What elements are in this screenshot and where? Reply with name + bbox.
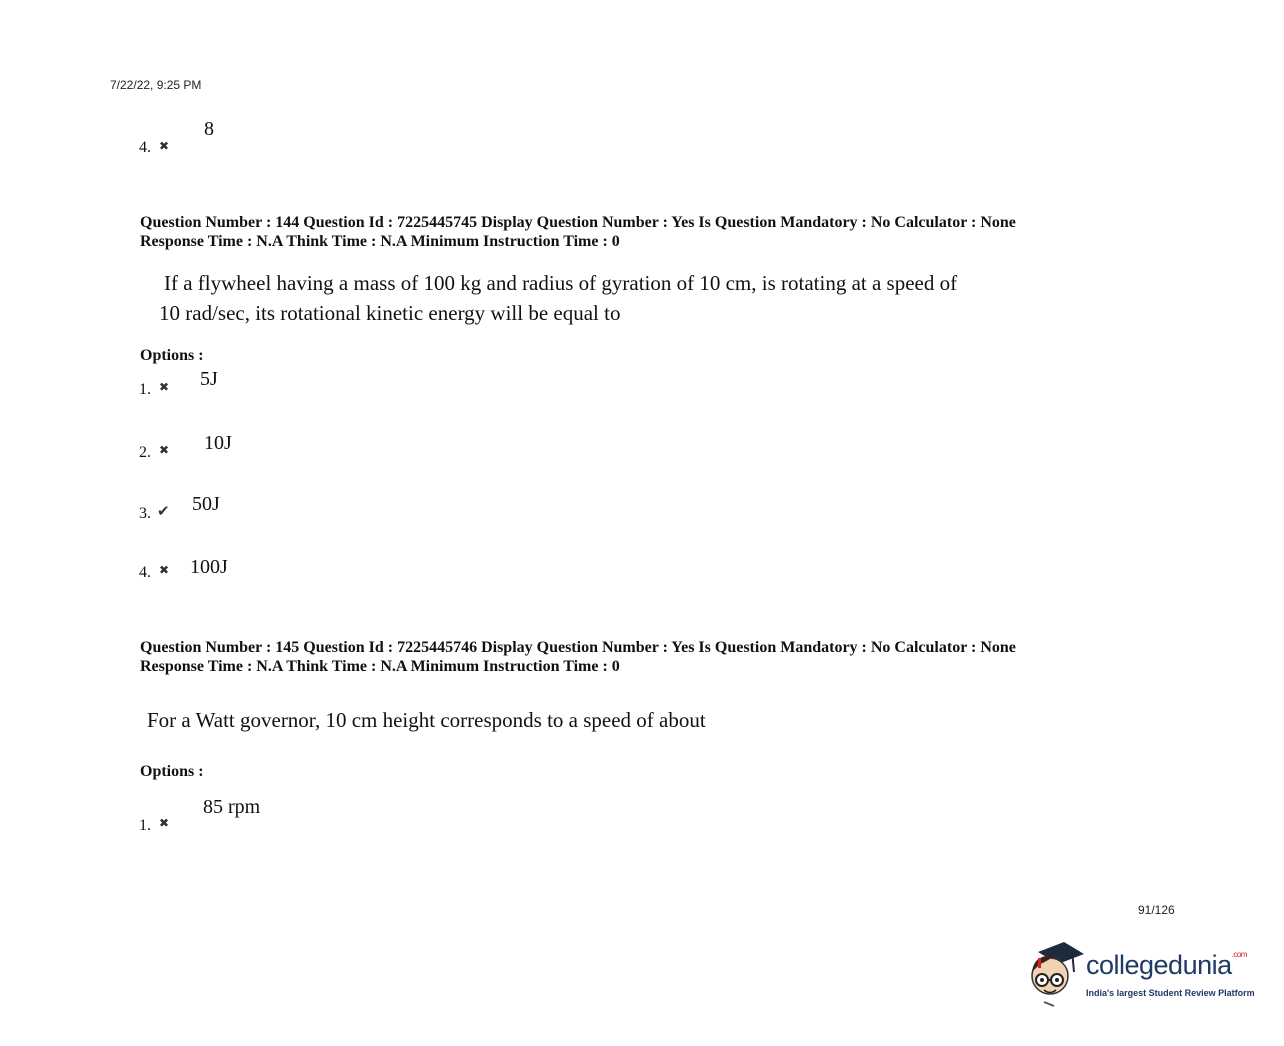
question-144-text-line1: If a flywheel having a mass of 100 kg and radius of gyration of 10 cm, is rotating at a speed of [164, 271, 958, 295]
brand-tagline: India's largest Student Review Platform [1086, 988, 1255, 998]
question-145-meta-line2: Response Time : N.A Think Time : N.A Minimum Instruction Time : 0 [140, 658, 620, 675]
question-144-options-label: Options : [140, 347, 204, 364]
question-144-meta-line2: Response Time : N.A Think Time : N.A Minimum Instruction Time : 0 [140, 233, 620, 250]
q145-option-1-number: 1. [139, 817, 151, 834]
q144-option-1-number: 1. [139, 381, 151, 398]
prev-option-text: 8 [204, 118, 214, 140]
q144-option-4-number: 4. [139, 564, 151, 581]
page-number: 91/126 [1138, 903, 1175, 917]
cross-icon: ✖ [159, 380, 170, 394]
cross-icon: ✖ [159, 816, 170, 830]
question-145-text: For a Watt governor, 10 cm height corresponds to a speed of about [147, 708, 706, 732]
question-145-meta-line1: Question Number : 145 Question Id : 7225445746 Display Question Number : Yes Is Question Mandatory : No Calculator : None [140, 639, 1016, 656]
question-145-options-label: Options : [140, 763, 204, 780]
prev-option-number: 4. [139, 139, 151, 156]
q144-option-3-number: 3. [139, 505, 151, 522]
q144-option-2-number: 2. [139, 444, 151, 461]
q144-option-4-text: 100J [190, 556, 228, 578]
q144-option-2-text: 10J [204, 432, 232, 454]
brand-logo-text: collegedunia$^{.com}$ [1086, 950, 1247, 980]
cross-icon: ✖ [159, 563, 170, 577]
question-144-text-line2: 10 rad/sec, its rotational kinetic energy will be equal to [159, 301, 621, 325]
student-mascot-icon [1024, 938, 1086, 1008]
q144-option-1-text: 5J [200, 368, 218, 390]
brand-logo-superscript: .com [1231, 950, 1247, 959]
cross-icon: ✖ [159, 139, 170, 153]
q144-option-3-text: 50J [192, 493, 220, 515]
q145-option-1-text: 85 rpm [203, 796, 261, 818]
check-icon: ✔ [157, 504, 170, 520]
cross-icon: ✖ [159, 443, 170, 457]
print-timestamp: 7/22/22, 9:25 PM [110, 78, 202, 92]
question-144-meta-line1: Question Number : 144 Question Id : 7225445745 Display Question Number : Yes Is Question Mandatory : No Calculator : None [140, 214, 1016, 231]
